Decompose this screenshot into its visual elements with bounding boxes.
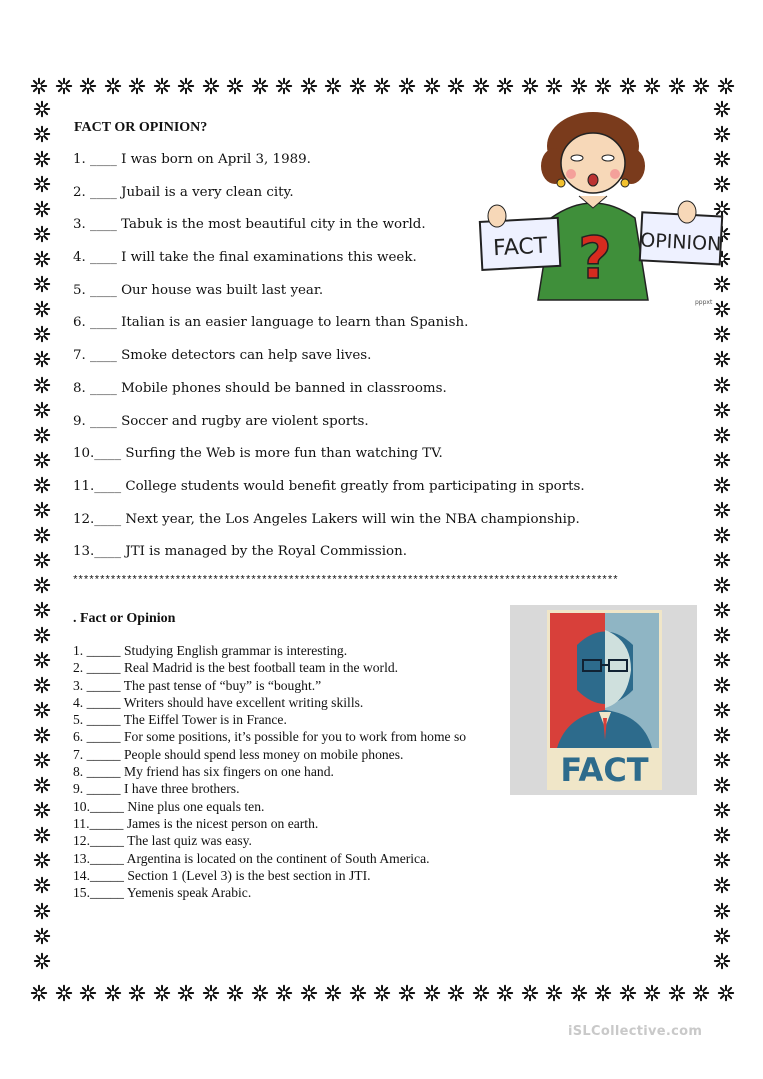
star-icon [594,984,612,1002]
fact-poster-illustration [547,610,662,790]
star-icon [643,77,661,95]
section-divider: ***************************************************************************************************** [72,575,618,587]
star-icon [104,77,122,95]
question-item: 14._____ Section 1 (Level 3) is the best section in JTI. [73,867,371,883]
question-item: 6. ____ Italian is an easier language to learn than Spanish. [73,315,469,331]
star-border-left [31,100,53,970]
star-icon [423,77,441,95]
star-icon [713,100,731,118]
star-icon [545,77,563,95]
star-icon [349,77,367,95]
poster-caption: FACT [560,751,649,789]
star-icon [251,984,269,1002]
star-icon [33,952,51,970]
star-icon [570,984,588,1002]
star-icon [713,426,731,444]
star-icon [447,77,465,95]
star-icon [33,250,51,268]
star-icon [226,77,244,95]
star-icon [472,984,490,1002]
star-icon [33,300,51,318]
question-item: 1. ____ I was born on April 3, 1989. [73,152,311,167]
star-icon [79,984,97,1002]
fact-sign-label: FACT [492,233,548,262]
star-icon [713,175,731,193]
star-icon [33,902,51,920]
star-icon [33,726,51,744]
star-icon [33,325,51,343]
question-item: 12.____ Next year, the Los Angeles Lakers will win the NBA championship. [73,511,580,527]
question-item: 3. ____ Tabuk is the most beautiful city in the world. [73,217,426,233]
star-icon [713,826,731,844]
star-icon [33,851,51,869]
star-icon [33,601,51,619]
star-icon [713,776,731,794]
question-item: 8. _____ My friend has six fingers on one hand. [73,764,334,780]
question-item: 4. _____ Writers should have excellent writing skills. [73,694,364,710]
star-icon [226,984,244,1002]
star-icon [33,676,51,694]
star-icon [55,77,73,95]
star-icon [713,876,731,894]
question-item: 11.____ College students would benefit greatly from participating in sports. [73,478,585,494]
star-icon [398,77,416,95]
svg-text:?: ? [578,224,612,292]
star-icon [33,576,51,594]
star-icon [713,451,731,469]
star-icon [177,77,195,95]
star-icon [619,984,637,1002]
star-icon [713,801,731,819]
star-icon [713,676,731,694]
star-icon [713,601,731,619]
star-icon [33,526,51,544]
star-icon [33,451,51,469]
question-item: 12._____ The last quiz was easy. [73,833,252,849]
star-icon [713,576,731,594]
star-icon [300,77,318,95]
star-icon [33,200,51,218]
star-icon [521,984,539,1002]
star-icon [33,651,51,669]
question-item: 7. _____ People should spend less money on mobile phones. [73,746,404,762]
star-icon [177,984,195,1002]
question-item: 9. _____ I have three brothers. [73,781,240,797]
star-icon [713,476,731,494]
star-icon [423,984,441,1002]
star-icon [713,526,731,544]
star-icon [33,751,51,769]
star-icon [713,952,731,970]
star-icon [713,401,731,419]
question-item: 1. _____ Studying English grammar is interesting. [73,643,348,658]
star-icon [717,77,735,95]
star-icon [33,350,51,368]
question-item: 13.____ JTI is managed by the Royal Commission. [73,544,407,560]
star-icon [373,984,391,1002]
star-icon [713,726,731,744]
star-icon [713,626,731,644]
star-icon [33,125,51,143]
star-icon [33,826,51,844]
star-icon [275,984,293,1002]
question-item: 4. ____ I will take the final examinations this week. [73,250,417,266]
star-icon [570,77,588,95]
question-list-2 [73,642,513,901]
star-icon [713,701,731,719]
watermark: iSLCollective.com [568,1024,703,1039]
star-icon [713,927,731,945]
star-icon [692,984,710,1002]
question-item: 13._____ Argentina is located on the continent of South America. [73,850,430,866]
star-icon [713,751,731,769]
star-icon [33,801,51,819]
star-icon [398,984,416,1002]
star-icon [202,984,220,1002]
section2-title: . Fact or Opinion [73,611,176,626]
star-icon [33,150,51,168]
teacher-fact-opinion-illustration [473,108,722,308]
star-icon [668,77,686,95]
star-icon [33,626,51,644]
star-icon [33,225,51,243]
question-item: 5. ____ Our house was built last year. [73,282,324,298]
question-item: 6. _____ For some positions, it’s possible for you to work from home so [73,729,467,745]
star-icon [713,150,731,168]
question-item: 5. _____ The Eiffel Tower is in France. [73,712,287,728]
star-icon [30,77,48,95]
star-icon [713,325,731,343]
star-icon [643,984,661,1002]
star-icon [594,77,612,95]
star-icon [619,77,637,95]
star-icon [153,984,171,1002]
question-item: 10._____ Nine plus one equals ten. [73,798,265,814]
question-item: 8. ____ Mobile phones should be banned in classrooms. [73,380,447,396]
star-icon [33,175,51,193]
star-icon [713,501,731,519]
question-item: 2. _____ Real Madrid is the best football team in the world. [73,660,399,676]
star-icon [713,851,731,869]
star-icon [447,984,465,1002]
star-icon [33,927,51,945]
star-icon [33,476,51,494]
star-icon [33,701,51,719]
star-icon [33,376,51,394]
star-icon [713,350,731,368]
star-icon [33,776,51,794]
illustration-credit: pppxt [695,299,713,306]
question-item: 3. _____ The past tense of “buy” is “bought.” [73,677,322,693]
star-icon [713,651,731,669]
star-icon [33,876,51,894]
star-icon [300,984,318,1002]
star-icon [545,984,563,1002]
star-icon [324,77,342,95]
star-icon [33,551,51,569]
star-icon [717,984,735,1002]
question-item: 10.____ Surfing the Web is more fun than watching TV. [73,446,443,462]
star-icon [496,984,514,1002]
star-icon [713,902,731,920]
star-icon [128,77,146,95]
star-icon [202,77,220,95]
star-icon [33,275,51,293]
question-item: 9. ____ Soccer and rugby are violent sports. [73,413,369,429]
star-icon [713,300,731,318]
fact-poster-frame [510,605,697,795]
star-icon [373,77,391,95]
question-item: 2. ____ Jubail is a very clean city. [73,184,294,200]
star-icon [33,100,51,118]
star-icon [668,984,686,1002]
star-icon [79,77,97,95]
star-icon [33,401,51,419]
star-icon [349,984,367,1002]
star-icon [713,376,731,394]
star-icon [55,984,73,1002]
opinion-sign-label: OPINION [639,229,722,256]
question-item: 7. ____ Smoke detectors can help save lives. [73,348,372,364]
star-icon [275,77,293,95]
star-icon [104,984,122,1002]
star-border-top [30,75,735,97]
star-border-bottom [30,982,735,1004]
star-icon [30,984,48,1002]
star-icon [692,77,710,95]
star-icon [153,77,171,95]
worksheet-title: FACT OR OPINION? [74,120,208,135]
star-icon [33,501,51,519]
question-item: 15._____ Yemenis speak Arabic. [73,885,252,901]
star-icon [472,77,490,95]
question-item: 11._____ James is the nicest person on earth. [73,815,319,831]
star-icon [713,275,731,293]
star-icon [521,77,539,95]
star-icon [713,125,731,143]
star-icon [713,551,731,569]
star-icon [496,77,514,95]
star-icon [128,984,146,1002]
star-icon [251,77,269,95]
star-icon [324,984,342,1002]
star-icon [33,426,51,444]
